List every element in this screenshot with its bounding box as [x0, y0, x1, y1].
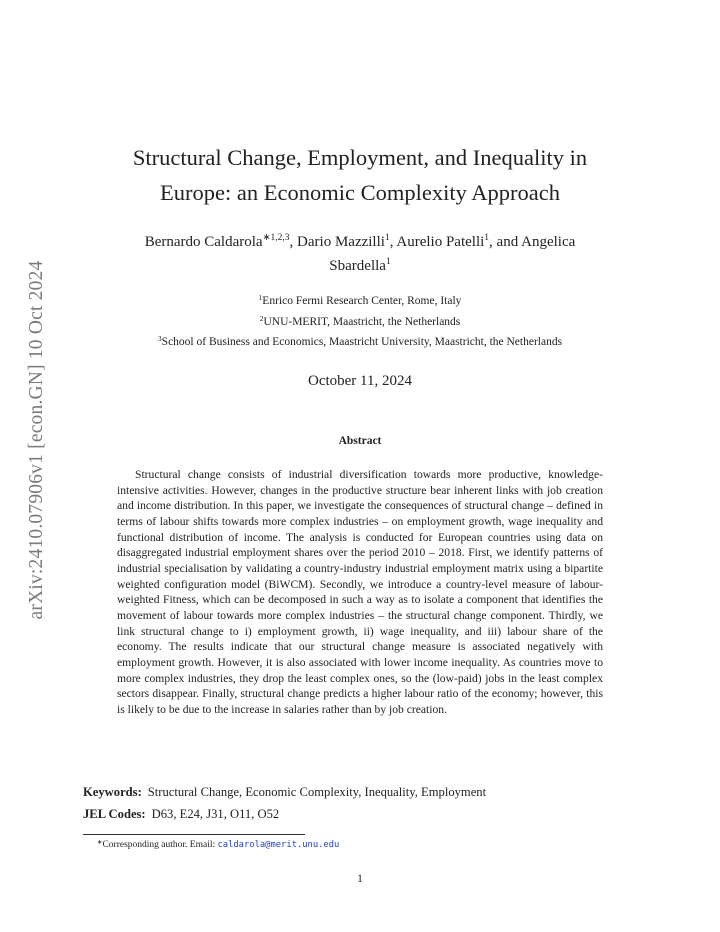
author-name: Bernardo Caldarola	[144, 234, 263, 250]
affiliation-sup: 3	[157, 334, 162, 343]
author-name: Dario Mazzilli	[297, 234, 385, 250]
footnote	[97, 840, 339, 850]
footnote-text: Corresponding author. Email:	[102, 840, 216, 850]
jel-label: JEL Codes:	[83, 807, 146, 821]
abstract-body: Structural change consists of industrial diversification towards more productive, knowledge-intensive activities. However, changes in the productive structure bear inherent links with job creation and income distribution. In this paper, we investigate the consequences of structural change – defined in terms of labour shifts towards more complex industries – on employment growth, wage inequality and functional distribution of income. The analysis is conducted for European countries using data on disaggregated industrial employment shares over the period 2010 – 2018. First, we identify patterns of industrial specialisation by validating a country-industry industrial employment matrix using a bipartite weighted configuration model (BiWCM). Secondly, we introduce a country-level measure of labour-weighted Fitness, which can be decomposed in such a way as to isolate a component that identifies the movement of labour towards more complex industries – the structural change component. Thirdly, we link structural change to i) employment growth, ii) wage inequality, and iii) labour share of the economy. The results indicate that our structural change measure is associated negatively with employment growth. However, it is also associated with lower income inequality. As countries move to more complex industries, they drop the least complex ones, so the (low-paid) jobs in the least complex sectors disappear. Finally, structural change predicts a higher labour ratio of the economy; however, this is likely to be due to the increase in salaries rather than by job creation.	[117, 468, 603, 716]
author-line-2	[90, 254, 630, 278]
affiliation	[80, 332, 640, 353]
affiliation-sup: 2	[259, 313, 264, 323]
keywords-label: Keywords:	[83, 785, 142, 799]
author-affil-sup: 1	[385, 257, 391, 267]
keywords	[83, 785, 643, 800]
affiliation	[80, 312, 640, 333]
affiliation-text: School of Business and Economics, Maastricht University, Maastricht, the Netherlands	[161, 336, 563, 348]
paper-title	[80, 140, 640, 210]
affiliation-text: UNU-MERIT, Maastricht, the Netherlands	[263, 315, 461, 328]
jel-value: D63, E24, J31, O11, O52	[151, 807, 280, 821]
affiliation-list	[80, 291, 640, 353]
author-conjunction: and	[496, 234, 519, 250]
title-line-2: Europe: an Economic Complexity Approach	[160, 180, 560, 205]
affiliation-text: Enrico Fermi Research Center, Rome, Italy	[262, 295, 462, 307]
author-name: Angelica	[521, 234, 576, 250]
footnote-divider	[83, 834, 305, 835]
author-name: Aurelio Patelli	[396, 234, 485, 250]
arxiv-identifier: arXiv:2410.07906v1 [econ.GN] 10 Oct 2024	[26, 260, 47, 620]
author-affil-sup: 1	[484, 233, 490, 243]
page-number: 1	[357, 873, 363, 885]
email-link[interactable]: caldarola@merit.unu.edu	[217, 840, 340, 850]
jel-codes	[83, 807, 643, 822]
title-line-1: Structural Change, Employment, and Inequality in	[132, 145, 588, 170]
affiliation-sup: 1	[258, 293, 263, 302]
author-list	[90, 230, 630, 278]
author-affil-sup: 1	[384, 233, 390, 243]
publication-date: October 11, 2024	[307, 373, 412, 389]
abstract-heading: Abstract	[338, 435, 382, 447]
affiliation	[80, 291, 640, 312]
author-name: Sbardella	[329, 258, 386, 274]
author-affil-sup: ∗1,2,3	[262, 233, 290, 243]
author-line-1: Bernardo Caldarola$^{∗1,2,3}$, Dario Mazzilli$^1$, Aurelio Patelli$^1$, and Angelica	[144, 233, 576, 250]
footnote-marker: ∗	[97, 839, 103, 846]
keywords-value: Structural Change, Economic Complexity, Inequality, Employment	[147, 785, 487, 799]
